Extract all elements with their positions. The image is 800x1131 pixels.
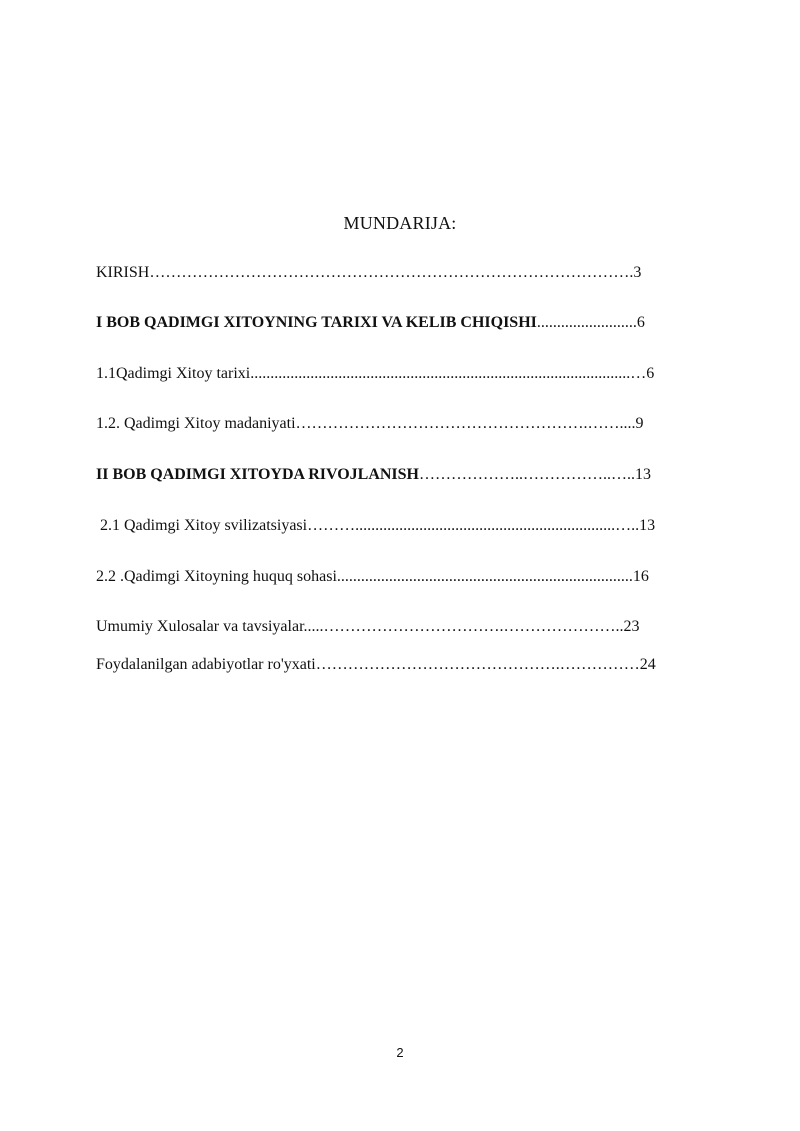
toc-entry-leader: ……………………………………………….……....	[295, 415, 636, 432]
toc-entry-label: I BOB QADIMGI XITOYNING TARIXI VA KELIB CHIQISHI	[96, 314, 537, 331]
toc-entry-page: 13	[639, 517, 656, 534]
toc-entry-leader: ...............................................................................................…	[250, 365, 647, 382]
toc-entry-label: 2.2 .Qadimgi Xitoyning huquq sohasi	[96, 568, 337, 585]
toc-entry-page: 3	[633, 264, 642, 281]
toc-entry-label: 2.1 Qadimgi Xitoy svilizatsiyasi	[100, 517, 308, 534]
toc-entry-section-1-1	[96, 364, 654, 384]
toc-entry-page: 16	[632, 568, 649, 585]
toc-entry-section-2-1	[100, 516, 655, 536]
toc-entry-label: Umumiy Xulosalar va tavsiyalar	[96, 618, 304, 635]
toc-entry-leader: .....…………………………….…………………..	[303, 618, 624, 635]
toc-entry-leader: ………………..……………..…..	[419, 466, 635, 483]
toc-entry-page: 23	[623, 618, 640, 635]
toc-entry-page: 6	[636, 314, 645, 331]
toc-entry-page: 13	[635, 466, 651, 483]
toc-entry-page: 9	[635, 415, 644, 432]
toc-entry-label: 1.1Qadimgi Xitoy tarixi	[96, 365, 251, 382]
toc-entry-label: 1.2. Qadimgi Xitoy madaniyati	[96, 415, 296, 432]
toc-entry-section-2-2	[96, 567, 649, 587]
toc-entry-leader: ……………………………………………………………………………….	[149, 264, 634, 281]
toc-entry-label: II BOB QADIMGI XITOYDA RIVOJLANISH	[96, 466, 419, 483]
toc-entry-label: Foydalanilgan adabiyotlar ro'yxati	[96, 656, 316, 673]
toc-entry-section-1-2	[96, 414, 644, 434]
toc-entry-label: KIRISH	[96, 264, 150, 281]
toc-entry-leader: ……………………………………….……………	[315, 656, 640, 673]
toc-entry-conclusions	[96, 617, 640, 637]
toc-entry-bibliography	[96, 655, 656, 675]
toc-entry-kirish	[96, 263, 641, 283]
page-number: 2	[396, 1045, 404, 1060]
toc-entry-page: 6	[646, 365, 655, 382]
toc-entry-leader: ……….................................................................…..	[307, 517, 640, 534]
toc-entry-chapter-2	[96, 465, 651, 485]
toc-entry-leader: ..........................................................................	[336, 568, 633, 585]
toc-entry-page: 24	[639, 656, 656, 673]
toc-title: MUNDARIJA:	[343, 213, 457, 233]
toc-entry-chapter-1	[96, 313, 645, 333]
toc-entry-leader: .........................	[536, 314, 637, 331]
